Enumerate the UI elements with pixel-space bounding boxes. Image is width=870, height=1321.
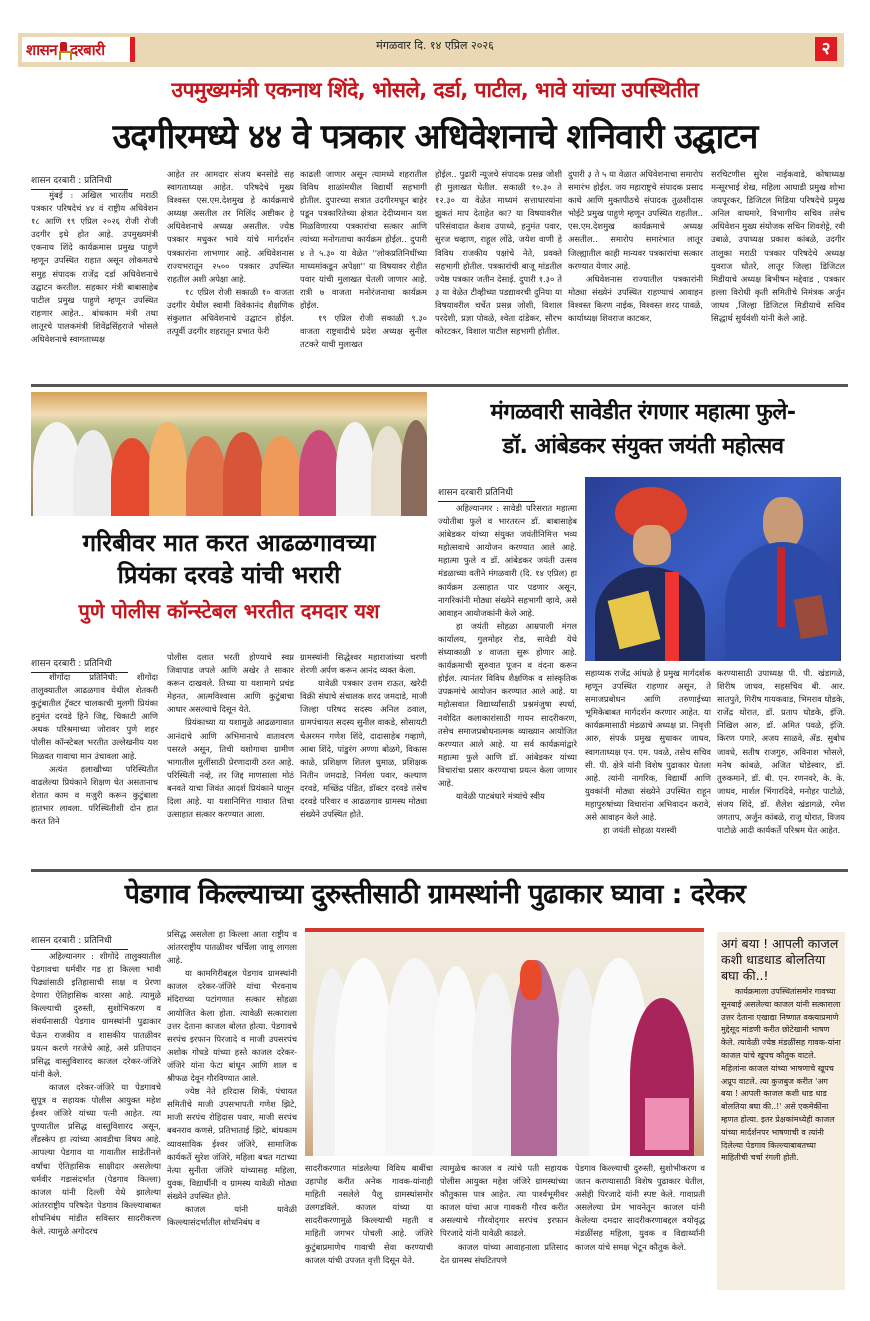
section-divider — [31, 869, 848, 872]
paragraph: यावेळी पाटबंधारे मंत्र्यांचे स्वीय — [456, 791, 545, 802]
story3-column-3 — [717, 667, 845, 866]
story1-column-2 — [167, 168, 294, 379]
story1-byline-wrap — [31, 168, 128, 190]
logo-text-left: शासन — [26, 40, 58, 59]
story2-byline: शासन दरबारी : प्रतिनिधी — [31, 656, 128, 673]
story2-subhead: पुणे पोलीस कॉन्स्टेबल भरतीत दमदार यश — [78, 599, 380, 623]
story2-column-1 — [31, 671, 158, 866]
paragraph: सहाय्यक राजेंद्र आंधळे हे प्रमुख मार्गदर्शक म्हणून उपस्थित राहणार असून, ते समाजप्रबोधन आणि तरुणाईच्या भूमिकेबाबत मार्गदर्शन करणार आहेत. या कार्यक्रमासाठी मंडळाचे अध्यक्ष प्रा. निवृत्ती आरु, संपर्क प्रमुख सुधाकर जाधव, स्वागताध्यक्ष एन. एम. पवळे, तसेच सचिव सी. पी. क्षेत्रे यांनी विशेष पुढाकार घेतला आहे. त्यांनी नागरिक, विद्यार्थी आणि युवकांनी मोठ्या संख्येने उपस्थित राहून महापुरुषांच्या विचारांना अभिवादन करावे, असे आवाहन केले आहे. — [585, 668, 711, 823]
paragraph: काजल यांनी यावेळी किल्ल्यासंदर्भातील शोधनिबंध व — [167, 1203, 297, 1228]
paragraph: शीगोंदा प्रतिनिधी: शीगोंदा तालुक्यातील आढळगाव येथील शेतकरी कुटुंबातील ट्रॅक्टर चालकाची मुलगी प्रियंका हनुमंत दरवडे हिने जिद्द, चिकाटी आणि अथक परिश्रमाच्या जोरावर पुणे शहर पोलीस कॉन्स्टेबल भरतीत उल्लेखनीय यश मिळवत गावाचा मान उंचावला आहे. — [31, 672, 158, 761]
story4-byline: शासन दरबारी : प्रतिनिधी — [31, 933, 128, 950]
paragraph: काजल यांच्या आवाहनाला प्रतिसाद देत ग्रामस्थ संघटितपणे — [440, 1241, 568, 1265]
story4-column-5 — [575, 1162, 705, 1292]
paragraph: या कामगिरीबद्दल पेडगाव ग्रामस्थांनी काजल दरेकर-जंजिरे यांचा भैरवनाथ मंदिराच्या पटांगणात सत्कार सोहळा आयोजित केला होता. त्यावेळी सत्काराला उत्तर देताना काजल बोलत होत्या. पेडगावचे सरपंच इरफान पिरजादे व माजी उपसरपंच अशोक गोधडे यांच्या हस्ते काजल दरेकर-जंजिरे यांना फेटा बांधून आणि शाल व श्रीफळ देवून गौरविण्यात आले. — [167, 968, 297, 1084]
story1-byline: शासन दरबारी : प्रतिनिधी — [31, 173, 128, 190]
story4-felicitation-photo — [305, 928, 704, 1156]
paragraph: पोलीस दलात भरती होण्याचे स्वप्न जिवापाड जपले आणि अखेर ते साकार करून दाखवले. तिच्या या यशामागे प्रचंड मेहनत, आत्मविश्वास आणि कुटुंबाचा आधार असल्याचे दिसून येते. — [167, 652, 294, 715]
page-number: २ — [815, 37, 837, 61]
paragraph: ज्येष्ठ नेते हरिदास शिर्के, पंचायत समितीचे माजी उपसभापती गणेश झिटे, माजी सरपंच रोहिदास पवार, माजी सरपंच बबनराव कणसे, प्रतिभाताई झिटे, बांधकाम व्यावसायिक ईश्वर जंजिरे, सामाजिक कार्यकर्ते सुरेश जंजिरे, महिला बचत गटाच्या नेत्या सुनीता जंजिरे यांच्यासह महिला, युवक, विद्यार्थीनी व ग्रामस्थ यावेळी मोठ्या संख्येने उपस्थित होते. — [167, 1086, 297, 1201]
story1-column-3 — [300, 168, 427, 379]
story1-kicker: उपमुख्यमंत्री एकनाथ शिंदे, भोसले, दर्डा, पाटील, भावे यांच्या उपस्थितीत — [171, 78, 699, 102]
paragraph: हा जयंती सोहळा यशस्वी — [603, 825, 677, 836]
paragraph: दुपारी ३ ते ५ या वेळात अधिवेशनाचा समारोप समारंभ होईल. जय महाराष्ट्रचे संपादक प्रसाद काथे आणि मुक्तपीठचे संपादक तुळशीदास भोईटे प्रमुख पाहुणे म्हणून उपस्थित राहतील.. एस.एम.देशमुख कार्यक्रमाचे अध्यक्ष असतील.. समारोप समारंभात लातूर जिल्ह्यातील काही मान्यवर पत्रकारांचा सत्कार करण्यात येणार आहे. — [568, 169, 703, 271]
paragraph: हा जयंती सोहळा आम्रपाली मंगल कार्यालय, गुलमोहर रोड, सावेडी येथे संध्याकाळी ४ वाजता सुरू होणार आहे. कार्यक्रमाची सुरुवात पूजन व वंदना करून होईल. त्यानंतर विविध शैक्षणिक व सांस्कृतिक उपक्रमांचे आयोजन करण्यात आले आहे. या महोत्सवात विद्यार्थ्यांसाठी प्रश्नमंजुषा स्पर्धा, नवोदित कलाकारांसाठी गायन सादरीकरण, तसेच समाजप्रबोधनात्मक व्याख्यान आयोजित करण्यात आले आहे. या सर्व कार्यक्रमांद्वारे महात्मा फुले आणि डॉ. आंबेडकर यांच्या विचारांचा प्रसार करण्याचा प्रयत्न केला जाणार आहे. — [438, 620, 577, 788]
story3-headline-line1: मंगळवारी सावेडीत रंगणार महात्मा फुले- — [490, 400, 796, 425]
story3-headline-line2: डॉ. आंबेडकर संयुक्त जयंती महोत्सव — [502, 434, 784, 459]
paragraph: अत्यंत हलाखीच्या परिस्थितीत वाढलेल्या प्रियंकाने शिक्षण घेत असतानाच शेतात काम व मजुरी करून कुटुंबाला हातभार लावला. परिस्थितीशी दोन हात करत तिने — [31, 763, 158, 827]
story1-headline: उदगीरमध्ये ४४ वे पत्रकार अधिवेशनाचे शनिवारी उद्घाटन — [112, 117, 758, 157]
issue-date: मंगळवार दि. १४ एप्रिल २०२६ — [376, 39, 494, 52]
story2-headline-line2: प्रियंका दरवडे यांची भरारी — [117, 561, 341, 589]
sidebar-body — [721, 986, 841, 1165]
paragraph: प्रियंकाच्या या यशामुळे आढळगावात आनंदाचे आणि अभिमानाचे वातावरण पसरले असून, तिची यशोगाथा ग्रामीण भागातील मुलींसाठी प्रेरणादायी ठरत आहे. परिस्थिती नव्हे, तर जिद्द माणसाला मोठं बनवते याचा जिवंत आदर्श प्रियंकाने घालून दिला आहे. या यशानिमित्त गावात तिचा उत्साहात सत्कार करण्यात आला. — [167, 717, 294, 820]
story1-column-5 — [568, 168, 703, 379]
paragraph: काढली जाणार असून त्यामध्ये शहरातील विविध शाळांमधील विद्यार्थी सहभागी होतील. दुपारच्या सत्रात उदगीरमधून बाहेर पडून पत्रकारितेच्या क्षेत्रात देदीप्यमान यश मिळविणारया पत्रकारांचा सत्कार आणि त्यांच्या मनोगताचा कार्यक्रम होईल.. दुपारी ४ ते ५.३० या वेळेत ''लोकप्रतिनिधींच्या माध्यमांकडून अपेक्षा'' या विषयावर रोहीत पवार यांची मुलाखत घेतली जाणार आहे. रात्री ७ वाजता मनोरंजनाचा कार्यक्रम होईल. — [300, 169, 427, 310]
paragraph: करण्यासाठी उपाध्यक्ष पी. पी. खंडागळे, शिरीष जाधव, सहसचिव बी. आर. सातपुते, गिरीष गायकवाड, भिमराव घोडके, राजेंद्र थोरात, डॉ. प्रताप घोडके, इंजि. निखिल आरु, डॉ. अमित पवळे, इंजि. किरण पगारे, अजय साळवे, ॲड. सुबोध जावधे, सतीष राजगुरु, अविनाश भोसले, मनेष कांबळे, अजित घोडेस्वार, डॉ. तुरुकमाने, डॉ. बी. एन. रणनवरे, के. के. जाधव, मार्शल भिंगारदिवे, मनोहर पाटोळे, संजय शिंदे, डॉ. शैलेश खंडागळे, रमेश जगताप, अर्जुन कांबळे, राजु थोरात, विजय पाटोळे आदी कार्यकर्ते परिश्रम घेत आहेत. — [717, 668, 845, 836]
paragraph: त्यामुळेच काजल व त्यांचे पती सहायक पोलीस आयुक्त महेश जंजिरे ग्रामस्थांच्या कौतुकास पात्र आहेत. त्या पार्श्वभूमीवर काजल यांचा आज गावकरी गौरव करीत असल्याचे गौरवोद्‌गार सरपंच इरफान पिरजादे यांनी यावेळी काढले. — [440, 1163, 568, 1239]
paragraph: ग्रामस्थांनी सिद्धेश्वर महाराजांच्या चरणी शेरणी अर्पण करून आनंद व्यक्त केला. — [300, 652, 427, 676]
paragraph: १९ एप्रिल रोजी सकाळी ९.३० वाजता राष्ट्रवादीचे प्रदेश अध्यक्ष सुनील तटकरे याची मुलाखत — [300, 313, 427, 350]
story4-column-4 — [440, 1162, 568, 1292]
paragraph: आहेत तर आमदार संजय बनसोडे सह स्वागताध्यक्ष आहेत. परिषदेचे मुख्य विश्वस्त एस.एम.देशमुख हे कार्यक्रमाचे अध्यक्ष असतील तर मिलिंद अष्टीकर हे अधिवेशनाचे अध्यक्ष असतील. ज्येष्ठ पत्रकार मधुकर भावे यांचे मार्गदर्शन पत्रकारांना लाभणार आहे. अधिवेशनास राज्यभरातून २५०० पत्रकार उपस्थित राहतील अशी अपेक्षा आहे. — [167, 169, 294, 284]
story3-byline: शासन दरबारी प्रतिनिधी — [438, 485, 535, 502]
story3-column-2 — [585, 667, 711, 866]
story1-column-4 — [435, 168, 562, 379]
story3-column-1 — [438, 502, 577, 866]
section-divider — [31, 384, 848, 387]
story2-group-photo — [31, 392, 427, 516]
paragraph: पेडगाव किल्ल्याची दुरुस्ती, सुशोभीकरण व जतन करण्यासाठी विशेष पुढाकार घेतील, असेही पिरजादे यांनी स्पष्ट केले. गावाप्रती असलेल्या प्रेम भावनेतून काजल यांनी केलेल्या दमदार सादरीकरणाबद्दल वयोवृद्ध मंडळींसह महिला, युवक व विद्यार्थ्यांनी काजल यांचे समक्ष भेटून कौतुक केले. — [575, 1163, 705, 1252]
story1-column-6 — [711, 168, 845, 379]
paragraph: मुंबई : अखिल भारतीय मराठी पत्रकार परिषदेचं ४४ वं राष्ट्रीय अधिवेशन १८ आणि १९ एप्रिल २०२६ रोजी रोजी उदगीर इथे होत आहे. उपमुख्यमंत्री एकनाथ शिंदे कार्यक्रमास प्रमुख पाहुणे म्हणून उपस्थित राहात असून लोकमतचे समुह संपादक राजेंद्र दर्डा अधिवेशनाचे उद्घाटन करतील. सहकार मंत्री बाबासाहेब पाटील प्रमुख पाहुणे म्हणून उपस्थित राहणार आहेत.. बांधकाम मंत्री तथा लातूरचे पालकमंत्री शिवेंद्रसिंहराजे भोसले अधिवेशनाचे स्वागताध्यक्ष — [31, 190, 158, 345]
story4-sidebar-box — [717, 932, 845, 1290]
paragraph: सरचिटणीस सुरेश नाईकवाडे, कोषाध्यक्ष मन्सूरभाई शेख, महिला आघाडी प्रमुख शोभा जयपूरकर, डिजिटल मिडिया परिषदेचे प्रमुख अनिल वाघमारे, विभागीय सचिव तसेच अधिवेशन मुख्य संयोजक सचिन शिवशेट्टे, रवी उबाळे, उपाध्यक्ष प्रकाश कांबळे, उदगीर तालुका मराठी पत्रकार परिषदेचे अध्यक्ष युवराज धोतरे, लातूर जिल्हा डिजिटल मिडीयाचे अध्यक्ष बिभीषन मद्देवाड , पत्रकार हल्ला विरोधी कृती समितीचे निमंत्रक अर्जुन जाधव ,जिल्हा डिजिटल मिडीयाचे सचिव सिद्धार्थ सुर्यवंशी यांनी केले आहे. — [711, 169, 845, 324]
paragraph: अहिल्यानगर : शीगोंदे तालुक्यातील पेडगावचा धर्मवीर गड हा किल्ला भावी पिढ्यांसाठी इतिहासाची साक्ष व प्रेरणा देणारा ऐतिहासिक वारसा आहे. त्यामुळे किल्ल्याची दुरुस्ती, सुशोभिकरण व संवर्धनासाठी पेडगाव ग्रामस्थांनी पुढाकार घेऊन राजकीय व शासकीय पातळीवर प्रयत्न करणे गरजेचे आहे, असे प्रतिपादन प्रसिद्ध वास्तुविशारद काजल दरेकर-जंजिरे यांनी केले. — [31, 951, 161, 1079]
paragraph: प्रसिद्ध असलेला हा किल्ला आता राष्ट्रीय व आंतरराष्ट्रीय पातळीवर चर्चिला जावू लागला आहे. — [167, 929, 297, 966]
story2-column-3 — [300, 651, 427, 866]
story2-byline-wrap — [31, 651, 128, 673]
paragraph: काजल दरेकर-जंजिरे या पेडगावचे सुपूत्र व सहायक पोलीस आयुक्त महेश ईश्वर जंजिरे यांच्या पत्नी आहेत. त्या पुण्यातील प्रसिद्ध वास्तुविशारद असून, लँडस्केप हा त्यांच्या आवडीचा विषय आहे. आपल्या पेडगाव या गावातील साडेतीनशे वर्षांचा ऐतिहासिक साक्षीदार असलेल्या धर्मवीर गडासंदर्भात (पेडगाव किल्ला) काजल यांनी दिल्ली येथे झालेल्या आंतरराष्ट्रीय परिषदेत पेडगाव किल्ल्याबाबत शोधनिबंध मांडीत सविस्तर सादरीकरण केले. त्यामुळे अगोदरच — [31, 1081, 161, 1236]
story4-byline-wrap — [31, 928, 128, 950]
paragraph: होईल.. पुढारी न्यूजचे संपादक प्रसन्न जोशी ही मुलाखत घेतील. सकाळी १०.३० ते १२.३० या वेळेत माध्यमं सत्ताधारयांना झुकतं माप देताहेत का? या विषयावरील परिसंवादात केशव उपाध्ये, हनुमंत पवार, सुरज चव्हाण, राहूल लोंढे, जयेश वाणी हे विविध राजकीय पक्षांचे नेते, प्रवक्ते सहभागी होतील. पत्रकारांची बाजू मांडतील ज्येष्ठ पत्रकार जतीन देसाई. दुपारी १.३० ते ३ या वेळेत टीव्हीच्या पडद्यावरची दुनिया या विषयावरील चर्चेत प्रसन्न जोशी, विशाल परदेशी, प्रज्ञा पोवळे, श्वेता दांडेकर, सौरभ कोरटकर, विशाल पाटील सहभागी होतील. — [435, 169, 562, 337]
paragraph: कार्यक्रमाला उपस्थितांसमोर गावच्या सूनबाई असलेल्या काजल यांनी सत्काराला उत्तर देताना एखाद्या निष्णात वक्त्याप्रमाणे मुद्देसूद मांडणी करीत छोटेखानी भाषण केले. त्यावेळी ज्येष्ठ मंडळींसह गावक-यांना काजल यांचे खूपच कौतुक वाटले. महिलांना काजल यांच्या भाषणाचे खूपच अप्रूप वाटले. त्या कुजबुज करीत 'अग बया ! आपली काजल कशी धाड धाड बोलतिया बघा की..!' असे एकमेकींना म्हणत होत्या. इतर प्रेक्षकांमध्येही काजल यांच्या मार्दर्शनपर भाषणाची व त्यांनी दिलेल्या पेडगाव किल्ल्याबाबतच्या माहितीची चर्चा रंगली होती. — [721, 987, 841, 1163]
story4-column-2 — [167, 928, 297, 1290]
paragraph: अहिल्यानगर : सावेडी परिसरात महात्मा ज्योतीबा फुले व भारतरत्न डॉ. बाबासाहेब आंबेडकर यांच्या संयुक्त जयंतीनिमित्त भव्य महोत्सवाचे आयोजन करण्यात आले आहे. महात्मा फुले व डॉ. आंबेडकर जयंती उत्सव मंडळाच्या वतीने मंगळवारी (दि. १४ एप्रिल) हा कार्यक्रम उत्साहात पार पडणार असून, नागरिकांनी मोठ्या संख्येने सहभागी व्हावे, असे आवाहन आयोजकांनी केले आहे. — [438, 503, 577, 618]
paragraph: अधिवेशनास राज्यातील पत्रकारांनी मोठ्या संख्येनं उपस्थित राहण्याचं आवाहन विश्वस्त किरण नाईक, विश्वस्त शरद पावळे, कार्याध्यक्ष शिवराज काटकर, — [568, 273, 703, 324]
paragraph: १८ एप्रिल रोजी सकाळी १० वाजता उदगीर येथील स्वामी विवेकानंद शैक्षणिक संकुलात अधिवेशनाचे उद्घाटन होईल. तत्पूर्वी उदगीर शहरातून प्रभात फेरी — [167, 286, 294, 337]
story2-column-2 — [167, 651, 294, 866]
paragraph: सादरीकरणात मांडलेल्या विविध बाबींचा उहापोह करीत अनेक गावक-यांनाही माहिती नसलेले पैलू ग्रामस्थांसमोर उलगडविले. काजल यांच्या या सादरीकरणामुळे किल्ल्याची महती व माहिती जगभर पोचली आहे. जंजिरे कुटुंबाप्रमाणेच गावाची सेवा करण्याची काजल यांची उपजत वृत्ती दिसून येते. — [305, 1163, 433, 1265]
story4-column-3 — [305, 1162, 433, 1292]
story1-column-1 — [31, 189, 158, 379]
sidebar-title: अगं बया ! आपली काजल कशी धाडधाड बोलतिया बघा की..! — [721, 936, 839, 983]
story4-column-1 — [31, 950, 161, 1290]
story3-byline-wrap — [438, 480, 535, 502]
paragraph: यावेळी पत्रकार उत्तम राऊत, खरेदी विक्री संघाचे संचालक शरद जमदाडे, माजी जिल्हा परिषद सदस्य अनिल ठवाल, ग्रामपंचायत सदस्य सुनील वाकडे, सोसायटी चेअरमन गणेश शिंदे, दादासाहेब गव्हाणे, आबा शिंदे, पांडुरंग अण्णा बोळगे, विकास काळे, प्रशिक्षण शितल धुमाळ, प्रशिक्षक नितीन जमदाडे, निर्मला पवार, कल्याण दरवडे, मच्छिंद्र पंडित, डॉक्टर दरवडे तसेच दरवडे परिवार व आढळगाव ग्रामस्थ मोठ्या संख्येने उपस्थित होते. — [300, 678, 427, 820]
story2-headline-line1: गरिबीवर मात करत आढळगावच्या — [82, 529, 376, 557]
logo-text-right: दरबारी — [70, 40, 105, 59]
story4-headline: पेडगाव किल्ल्याच्या दुरुस्तीसाठी ग्रामस्थांनी पुढाकार घ्यावा : दरेकर — [124, 879, 746, 910]
phule-ambedkar-portrait — [585, 477, 841, 661]
